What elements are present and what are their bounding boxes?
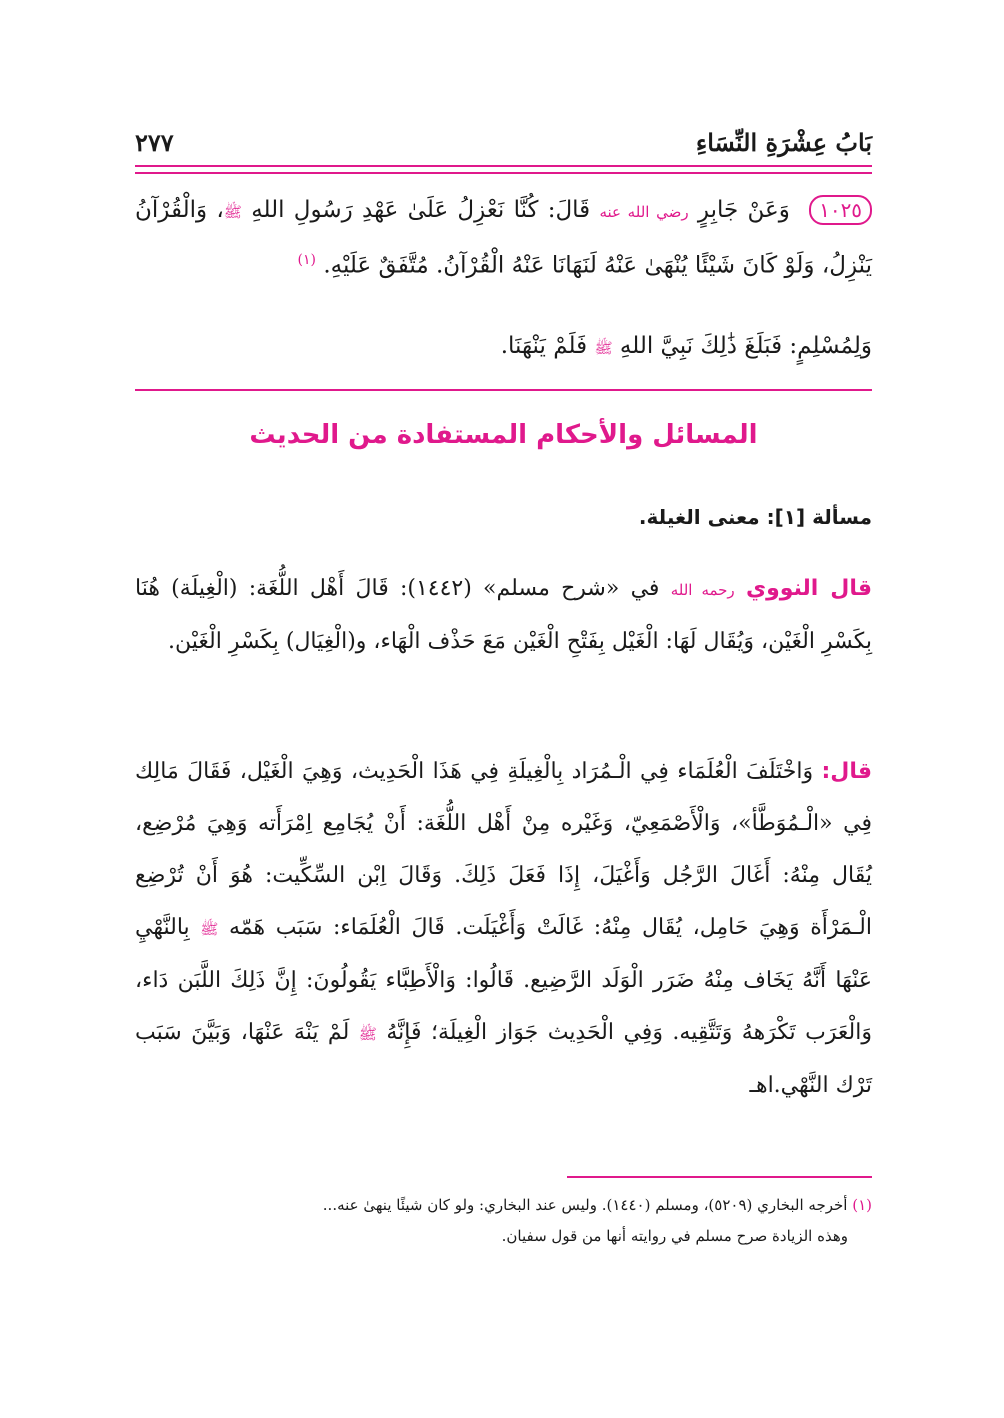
muslim-version-line	[135, 326, 872, 368]
paragraph-text-part1: وَاخْتَلَفَ الْعُلَمَاء فِي الْـمُرَاد بِالْغِيلَةِ فِي هَذَا الْحَدِيث، وَهِيَ الْغَيْل، فَقَالَ مَالِك فِي «الْـمُوَطَّأ»، وَالْأَصْمَعِيّ، وَغَيْره مِنْ أَهْل اللُّغَة: أَنْ يُجَامِع اِمْرَأَته وَهِيَ مُرْضِع، يُقَال مِنْهُ: أَغَالَ الرَّجُل وَأَغْيَلَ، إِذَا فَعَلَ ذَلِكَ. وَقَالَ اِبْن السِّكِّيت: هُوَ أَنْ تُرْضِع الْـمَرْأَة وَهِيَ حَامِل، يُقَال مِنْهُ: غَالَتْ وَأَغْيَلَت. قَالَ الْعُلَمَاء: سَبَب هَمّه	[135, 759, 872, 940]
honorific-pbuh: ﷺ	[594, 339, 613, 357]
footnote-reference[interactable]: (١)	[297, 252, 317, 268]
honorific-pbuh: ﷺ	[358, 1025, 377, 1043]
issue-label: مسألة [١]:	[766, 505, 872, 529]
honorific-pbuh: ﷺ	[223, 203, 242, 221]
page-number: ٢٧٧	[135, 128, 174, 157]
paragraph-text-part2: بِالنَّهْيِ عَنْهَا أَنَّهُ يَخَاف مِنْهُ ضَرَر الْوَلَد الرَّضِيع. قَالُوا: وَالْأَطِبَّاء يَقُولُونَ: إِنَّ ذَلِكَ اللَّبَن دَاء، وَالْعَرَب تَكْرَههُ وَتَتَّقِيه. وَفِي الْحَدِيث جَوَاز الْغِيلَة؛ فَإِنَّهُ	[135, 915, 872, 1045]
paragraph-text-part3: لَمْ يَنْهَ عَنْهَا، وَبَيَّنَ سَبَب تَرْك النَّهْي.اهـ	[135, 1020, 872, 1098]
page-header	[135, 128, 872, 162]
honorific-pbuh: ﷺ	[200, 920, 219, 938]
honorific-radiallah: رضي الله عنه	[599, 203, 689, 221]
speaker-name: قال النووي	[745, 576, 873, 601]
footnote-line-1	[135, 1190, 872, 1221]
hadith-number-badge: ١٠٢٥	[809, 195, 872, 225]
footnote-line-2: وهذه الزيادة صرح مسلم في روايته أنها من قول سفيان.	[501, 1227, 848, 1245]
hadith-text-part2: قَالَ: كُنَّا نَعْزِلُ عَلَىٰ عَهْدِ رَسُولِ اللهِ	[251, 197, 591, 223]
footnote	[135, 1190, 872, 1252]
section-heading: المسائل والأحكام المستفادة من الحديث	[249, 420, 758, 450]
paragraph-nawawi	[135, 563, 872, 668]
footnote-divider	[567, 1176, 872, 1178]
hadith-text	[135, 186, 872, 290]
hadith-text-part3: ، وَالْقُرْآنُ يَنْزِلُ، وَلَوْ كَانَ شَيْئًا يُنْهَىٰ عَنْهُ لَنَهَانَا عَنْهُ الْقُرْآنُ. مُتَّفَقٌ عَلَيْهِ.	[135, 197, 872, 279]
muslim-text-part1: وَلِمُسْلِمٍ: فَبَلَغَ ذَٰلِكَ نَبِيَّ اللهِ	[619, 333, 872, 359]
hadith-text-part1: وَعَنْ جَابِرٍ	[697, 197, 790, 223]
footnote-text-1: أخرجه البخاري (٥٢٠٩)، ومسلم (١٤٤٠). وليس عند البخاري: ولو كان شيئًا ينهىٰ عنه...	[322, 1196, 848, 1214]
paragraph-text: في «شرح مسلم» (١٤٤٢): قَالَ أَهْل اللُّغَة: (الْغِيلَة) هُنَا بِكَسْرِ الْغَيْن، وَيُقَال لَهَا: الْغَيْل بِفَتْحِ الْغَيْن مَعَ حَذْف الْهَاء، و(الْغِيَال) بِكَسْرِ الْغَيْن.	[135, 576, 872, 654]
footnote-marker: (١)	[852, 1196, 872, 1214]
section-divider	[135, 389, 872, 391]
speaker-label: قال:	[821, 759, 872, 784]
issue-title: معنى الغيلة.	[638, 505, 760, 529]
header-double-rule	[135, 165, 872, 174]
muslim-text-part2: فَلَمْ يَنْهَنَا.	[500, 333, 588, 359]
issue-heading	[135, 505, 872, 529]
running-title: بَابُ عِشْرَةِ النِّسَاءِ	[695, 128, 872, 157]
paragraph-qala	[135, 746, 872, 1112]
book-page	[135, 0, 872, 1418]
honorific-rahimahullah: رحمه الله	[670, 581, 735, 599]
